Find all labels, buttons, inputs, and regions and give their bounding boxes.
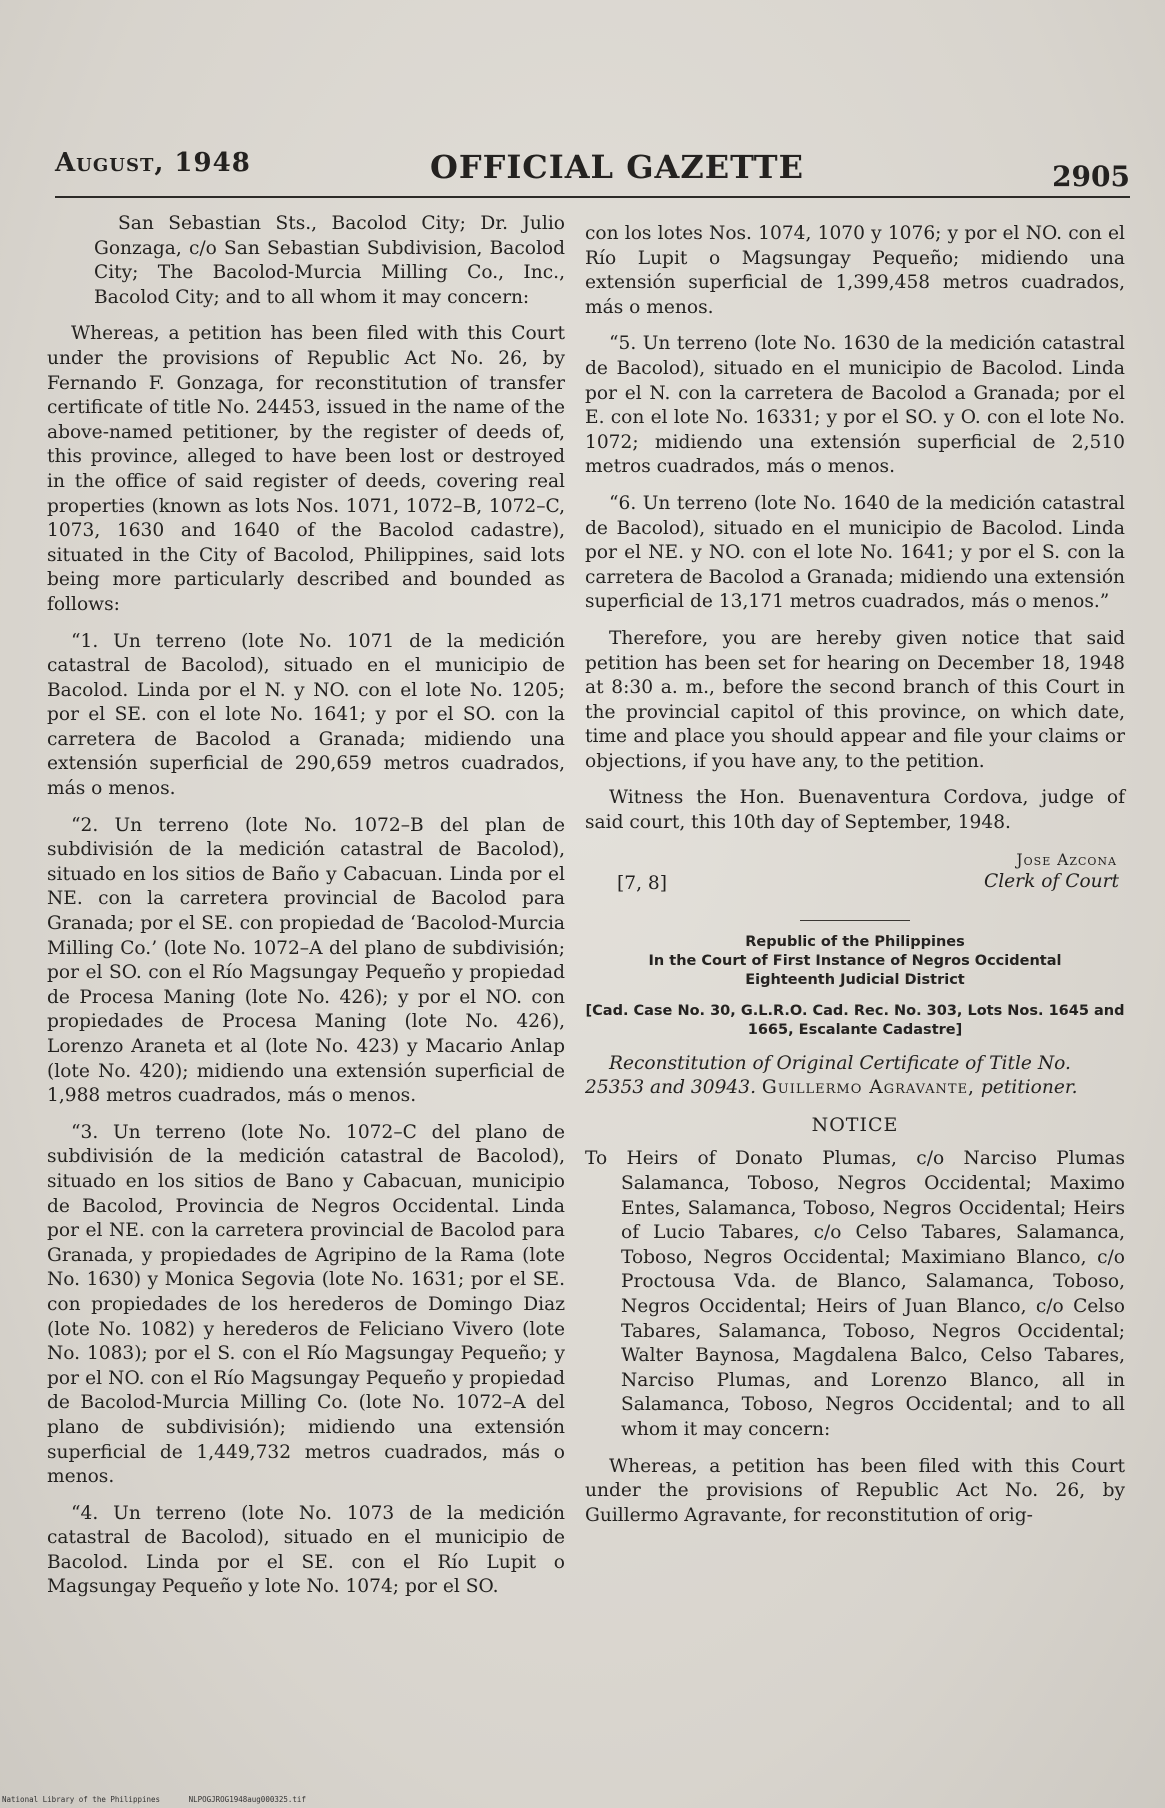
court-header-line: In the Court of First Instance of Negros Occidental	[648, 952, 1062, 969]
reconstitution-title: Reconstitution of Original Certificate of Title No. 25353 and 30943.	[585, 1052, 1071, 1099]
scan-footer	[2, 1795, 330, 1804]
section-divider	[800, 920, 910, 921]
footer-file: NLPOGJROG1948aug000325.tif	[188, 1795, 306, 1804]
paragraph: Therefore, you are hereby given notice that said petition has been set for hearing on December 18, 1948 at 8:30 a. m., before the second branch of this Court in the provincial capitol of this province, on which date, time and place you should appear and file your claims or objections, if you have any, to the petition.	[585, 627, 1125, 772]
case-line: [Cad. Case No. 30, G.L.R.O. Cad. Rec. No. 303, Lots Nos. 1645 and 1665, Escalante Cadastre]	[585, 1002, 1125, 1038]
signature-block	[585, 848, 1125, 908]
petitioner-label: petitioner.	[980, 1077, 1078, 1099]
signature-title: Clerk of Court	[984, 870, 1119, 892]
petitioner-name: Guillermo Agravante,	[761, 1077, 975, 1099]
paragraph: Whereas, a petition has been filed with this Court under the provisions of Republic Act No. 26, by Fernando F. Gonzaga, for reconstitution of transfer certificate of title No. 24453, issued in the name of the above-named petitioner, by the register of deeds of, this province, alleged to have been lost or destroyed in the office of said register of deeds, covering real properties (known as lots Nos. 1071, 1072–B, 1072–C, 1073, 1630 and 1640 of the Bacolod cadastre), situated in the City of Bacolod, Philippines, said lots being more particularly described and bounded as follows:	[47, 323, 565, 615]
issue-reference: [7, 8]	[617, 872, 667, 894]
left-column	[47, 212, 565, 1612]
header-page-number: 2905	[1052, 160, 1130, 193]
paragraph: Whereas, a petition has been filed with this Court under the provisions of Republic Act No. 26, by Guillermo Agravante, for reconstitution of orig-	[585, 1455, 1125, 1526]
paragraph: Witness the Hon. Buenaventura Cordova, judge of said court, this 10th day of September, 1948.	[585, 787, 1125, 834]
paragraph: con los lotes Nos. 1074, 1070 y 1076; y por el NO. con el Río Lupit o Magsungay Pequeño; midiendo una extensión superficial de 1,399,458 metros cuadrados, más o menos.	[585, 223, 1125, 318]
paragraph: “6. Un terreno (lote No. 1640 de la medición catastral de Bacolod), situado en el municipio de Bacolod. Linda por el NE. y NO. con el lote No. 1641; y por el S. con la carretera de Bacolod a Granada; midiendo una extensión superficial de 13,171 metros cuadrados, más o menos.”	[585, 492, 1125, 613]
notice-title: NOTICE	[811, 1113, 899, 1136]
address-block: San Sebastian Sts., Bacolod City; Dr. Julio Gonzaga, c/o San Sebastian Subdivision, Bacolod City; The Bacolod-Murcia Milling Co., Inc., Bacolod City; and to all whom it may concern:	[94, 213, 565, 308]
signature-name: Jose Azcona	[1016, 850, 1117, 869]
court-header	[585, 933, 1125, 990]
court-header-line: Republic of the Philippines	[745, 933, 965, 950]
page-header	[55, 138, 1130, 200]
paragraph: “1. Un terreno (lote No. 1071 de la medición catastral de Bacolod), situado en el municipio de Bacolod. Linda por el N. y NO. con el lote No. 1205; por el SE. con el lote No. 1641; y por el SO. con la carretera de Bacolod a Granada; midiendo una extensión superficial de 290,659 metros cuadrados, más o menos.	[47, 630, 565, 800]
paragraph: “4. Un terreno (lote No. 1073 de la medición catastral de Bacolod), situado en el municipio de Bacolod. Linda por el SE. con el Río Lupit o Magsungay Pequeño y lote No. 1074; por el SO.	[47, 1502, 565, 1598]
addressee-paragraph: To Heirs of Donato Plumas, c/o Narciso Plumas Salamanca, Toboso, Negros Occidental; Maximo Entes, Salamanca, Toboso, Negros Occidental; Heirs of Lucio Tabares, c/o Celso Tabares, Salamanca, Toboso, Negros Occidental; Maximiano Blanco, c/o Proctousa Vda. de Blanco, Salamanca, Toboso, Negros Occidental; Heirs of Juan Blanco, c/o Celso Tabares, Salamanca, Toboso, Negros Occidental; Walter Baynosa, Magdalena Balco, Celso Tabares, Narciso Plumas, and Lorenzo Blanco, all in Salamanca, Toboso, Negros Occidental; and to all whom it may concern:	[585, 1148, 1125, 1440]
footer-library: National Library of the Philippines	[2, 1795, 161, 1804]
paragraph: “2. Un terreno (lote No. 1072–B del plan de subdivisión de la medición catastral de Bacolod), situado en los sitios de Baño y Cabacuan. Linda por el NE. con la carretera provincial de Bacolod para Granada; por el SE. con propiedad de ‘Bacolod-Murcia Milling Co.’ (lote No. 1072–A del plano de subdivisión; por el SO. con el Río Magsungay Pequeño y propiedad de Procesa Maning (lote No. 426); y por el NO. con propiedades de Procesa Maning (lote No. 426), Lorenzo Araneta et al (lote No. 423) y Macario Anlap (lote No. 420); midiendo una extensión superficial de 1,988 metros cuadrados, más o menos.	[47, 814, 565, 1107]
paragraph: “5. Un terreno (lote No. 1630 de la medición catastral de Bacolod), situado en el municipio de Bacolod. Linda por el N. con la carretera de Bacolod a Granada; por el E. con el lote No. 16331; y por el SO. y O. con el lote No. 1072; midiendo una extensión superficial de 2,510 metros cuadrados, más o menos.	[585, 333, 1125, 478]
paragraph: “3. Un terreno (lote No. 1072–C del plano de subdivisión de la medición catastral de Bacolod), situado en los sitios de Bano y Cabacuan, municipio de Bacolod, Provincia de Negros Occidental. Linda por el NE. con la carretera provincial de Bacolod para Granada, y propiedades de Agripino de la Rama (lote No. 1630) y Monica Segovia (lote No. 1631; por el SE. con propiedades de los herederos de Domingo Diaz (lote No. 1082) y herederos de Feliciano Vivero (lote No. 1083); por el S. con el Río Magsungay Pequeño; y por el NO. con el Río Magsungay Pequeño y propiedad de Bacolod-Murcia Milling Co. (lote No. 1072–A del plano de subdivisión); midiendo una extensión superficial de 1,449,732 metros cuadrados, más o menos.	[47, 1121, 565, 1488]
header-rule	[55, 196, 1130, 198]
right-column	[585, 222, 1125, 1540]
reconstitution-caption	[585, 1052, 1125, 1101]
header-publication-title: OFFICIAL GAZETTE	[430, 148, 804, 186]
court-header-line: Eighteenth Judicial District	[745, 971, 965, 988]
header-date: August, 1948	[55, 148, 251, 178]
